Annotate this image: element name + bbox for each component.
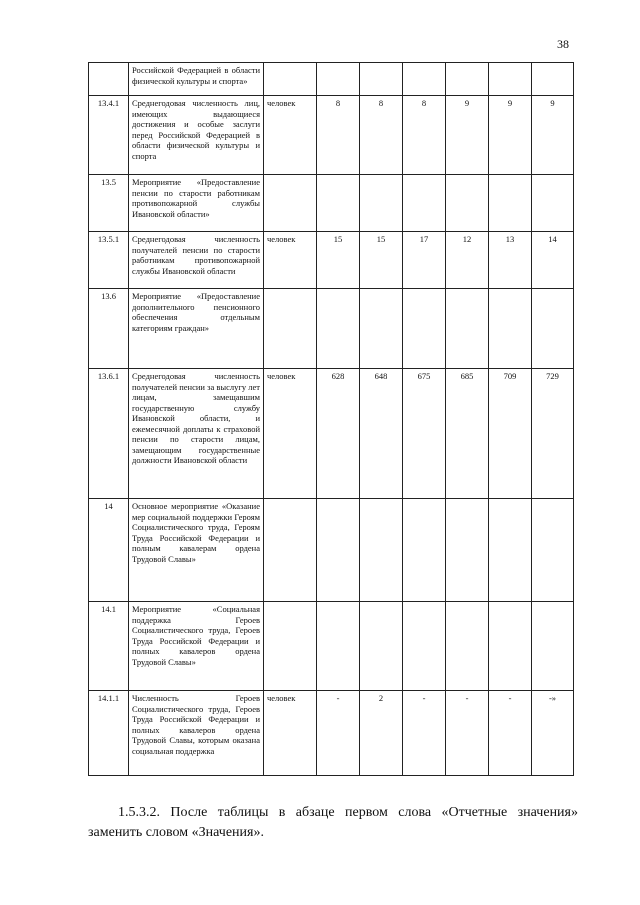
row-value <box>403 175 446 232</box>
row-value: 9 <box>489 96 532 175</box>
row-description: Численность Героев Социалистического труда, Героев Труда Российской Федерации и полных кавалеров ордена Трудовой Славы, которым оказана социальная поддержка <box>129 691 264 776</box>
row-value: - <box>317 691 360 776</box>
row-description: Мероприятие «Социальная поддержка Героев Социалистического труда, Героев Труда Российской Федерации и полных кавалеров ордена Трудовой Славы» <box>129 602 264 691</box>
amendment-paragraph: 1.5.3.2. После таблицы в абзаце первом слова «Отчетные значения» заменить словом «Значения». <box>88 805 578 840</box>
page-number: 38 <box>557 37 569 51</box>
row-value <box>317 175 360 232</box>
row-value <box>317 289 360 369</box>
row-value: 13 <box>489 232 532 289</box>
row-value <box>446 175 489 232</box>
row-value: 709 <box>489 369 532 499</box>
table-row <box>89 499 574 602</box>
row-unit: человек <box>264 232 317 289</box>
row-number: 13.6 <box>89 289 129 369</box>
row-number: 13.6.1 <box>89 369 129 499</box>
row-value <box>446 499 489 602</box>
row-description: Мероприятие «Предоставление дополнительного пенсионного обеспечения отдельным категориям граждан» <box>129 289 264 369</box>
table-row <box>89 175 574 232</box>
row-number <box>89 63 129 96</box>
row-value <box>360 175 403 232</box>
row-unit <box>264 63 317 96</box>
row-value: - <box>489 691 532 776</box>
table-row <box>89 289 574 369</box>
table-row <box>89 602 574 691</box>
row-value: 2 <box>360 691 403 776</box>
row-description: Основное мероприятие «Оказание мер социальной поддержки Героям Социалистического труда, Героям Труда Российской Федерации и полным кавалерам ордена Трудовой Славы» <box>129 499 264 602</box>
row-value <box>489 175 532 232</box>
row-value: 685 <box>446 369 489 499</box>
row-value: 9 <box>446 96 489 175</box>
row-value: 12 <box>446 232 489 289</box>
row-value <box>317 602 360 691</box>
table-row <box>89 63 574 96</box>
row-value <box>532 289 574 369</box>
row-value: 15 <box>317 232 360 289</box>
row-value: 648 <box>360 369 403 499</box>
row-value <box>317 63 360 96</box>
table-row <box>89 369 574 499</box>
row-value: 17 <box>403 232 446 289</box>
row-value: 15 <box>360 232 403 289</box>
row-description: Мероприятие «Предоставление пенсии по старости работникам противопожарной службы Ивановской области» <box>129 175 264 232</box>
row-value: 8 <box>360 96 403 175</box>
row-value <box>532 175 574 232</box>
row-value <box>446 602 489 691</box>
row-unit: человек <box>264 369 317 499</box>
row-value: 14 <box>532 232 574 289</box>
row-value: 628 <box>317 369 360 499</box>
row-number: 13.5.1 <box>89 232 129 289</box>
row-unit <box>264 289 317 369</box>
table-row <box>89 232 574 289</box>
row-value: 9 <box>532 96 574 175</box>
row-value <box>446 63 489 96</box>
row-value: 675 <box>403 369 446 499</box>
row-unit <box>264 602 317 691</box>
row-value <box>317 499 360 602</box>
row-number: 13.4.1 <box>89 96 129 175</box>
row-value <box>360 63 403 96</box>
row-description: Российской Федерацией в области физической культуры и спорта» <box>129 63 264 96</box>
row-value: 729 <box>532 369 574 499</box>
row-description: Среднегодовая численность получателей пенсии за выслугу лет лицам, замещавшим государственную службу Ивановской области, и ежемесячной доплаты к страховой пенсии по старости лицам, замещающим государственные должности Ивановской области <box>129 369 264 499</box>
row-value <box>489 289 532 369</box>
row-value: 8 <box>403 96 446 175</box>
row-unit: человек <box>264 691 317 776</box>
row-value: - <box>403 691 446 776</box>
row-value <box>532 499 574 602</box>
row-value <box>489 602 532 691</box>
row-description: Среднегодовая численность получателей пенсии по старости работникам противопожарной службы Ивановской области <box>129 232 264 289</box>
row-value <box>489 499 532 602</box>
row-unit <box>264 499 317 602</box>
row-value <box>532 602 574 691</box>
amendment-text <box>88 803 578 843</box>
row-number: 14.1 <box>89 602 129 691</box>
row-number: 14 <box>89 499 129 602</box>
row-number: 13.5 <box>89 175 129 232</box>
table-row <box>89 691 574 776</box>
row-value <box>403 602 446 691</box>
row-value: 8 <box>317 96 360 175</box>
row-value <box>360 602 403 691</box>
row-value <box>403 63 446 96</box>
row-value: - <box>446 691 489 776</box>
row-value <box>446 289 489 369</box>
row-value <box>489 63 532 96</box>
row-value <box>403 289 446 369</box>
row-unit: человек <box>264 96 317 175</box>
row-description: Среднегодовая численность лиц, имеющих выдающиеся достижения и особые заслуги перед Российской Федерацией в области физической культуры и спорта <box>129 96 264 175</box>
row-value: -» <box>532 691 574 776</box>
row-value <box>360 289 403 369</box>
indicators-table <box>88 62 574 776</box>
row-value <box>532 63 574 96</box>
row-unit <box>264 175 317 232</box>
row-value <box>403 499 446 602</box>
table-row <box>89 96 574 175</box>
row-number: 14.1.1 <box>89 691 129 776</box>
row-value <box>360 499 403 602</box>
